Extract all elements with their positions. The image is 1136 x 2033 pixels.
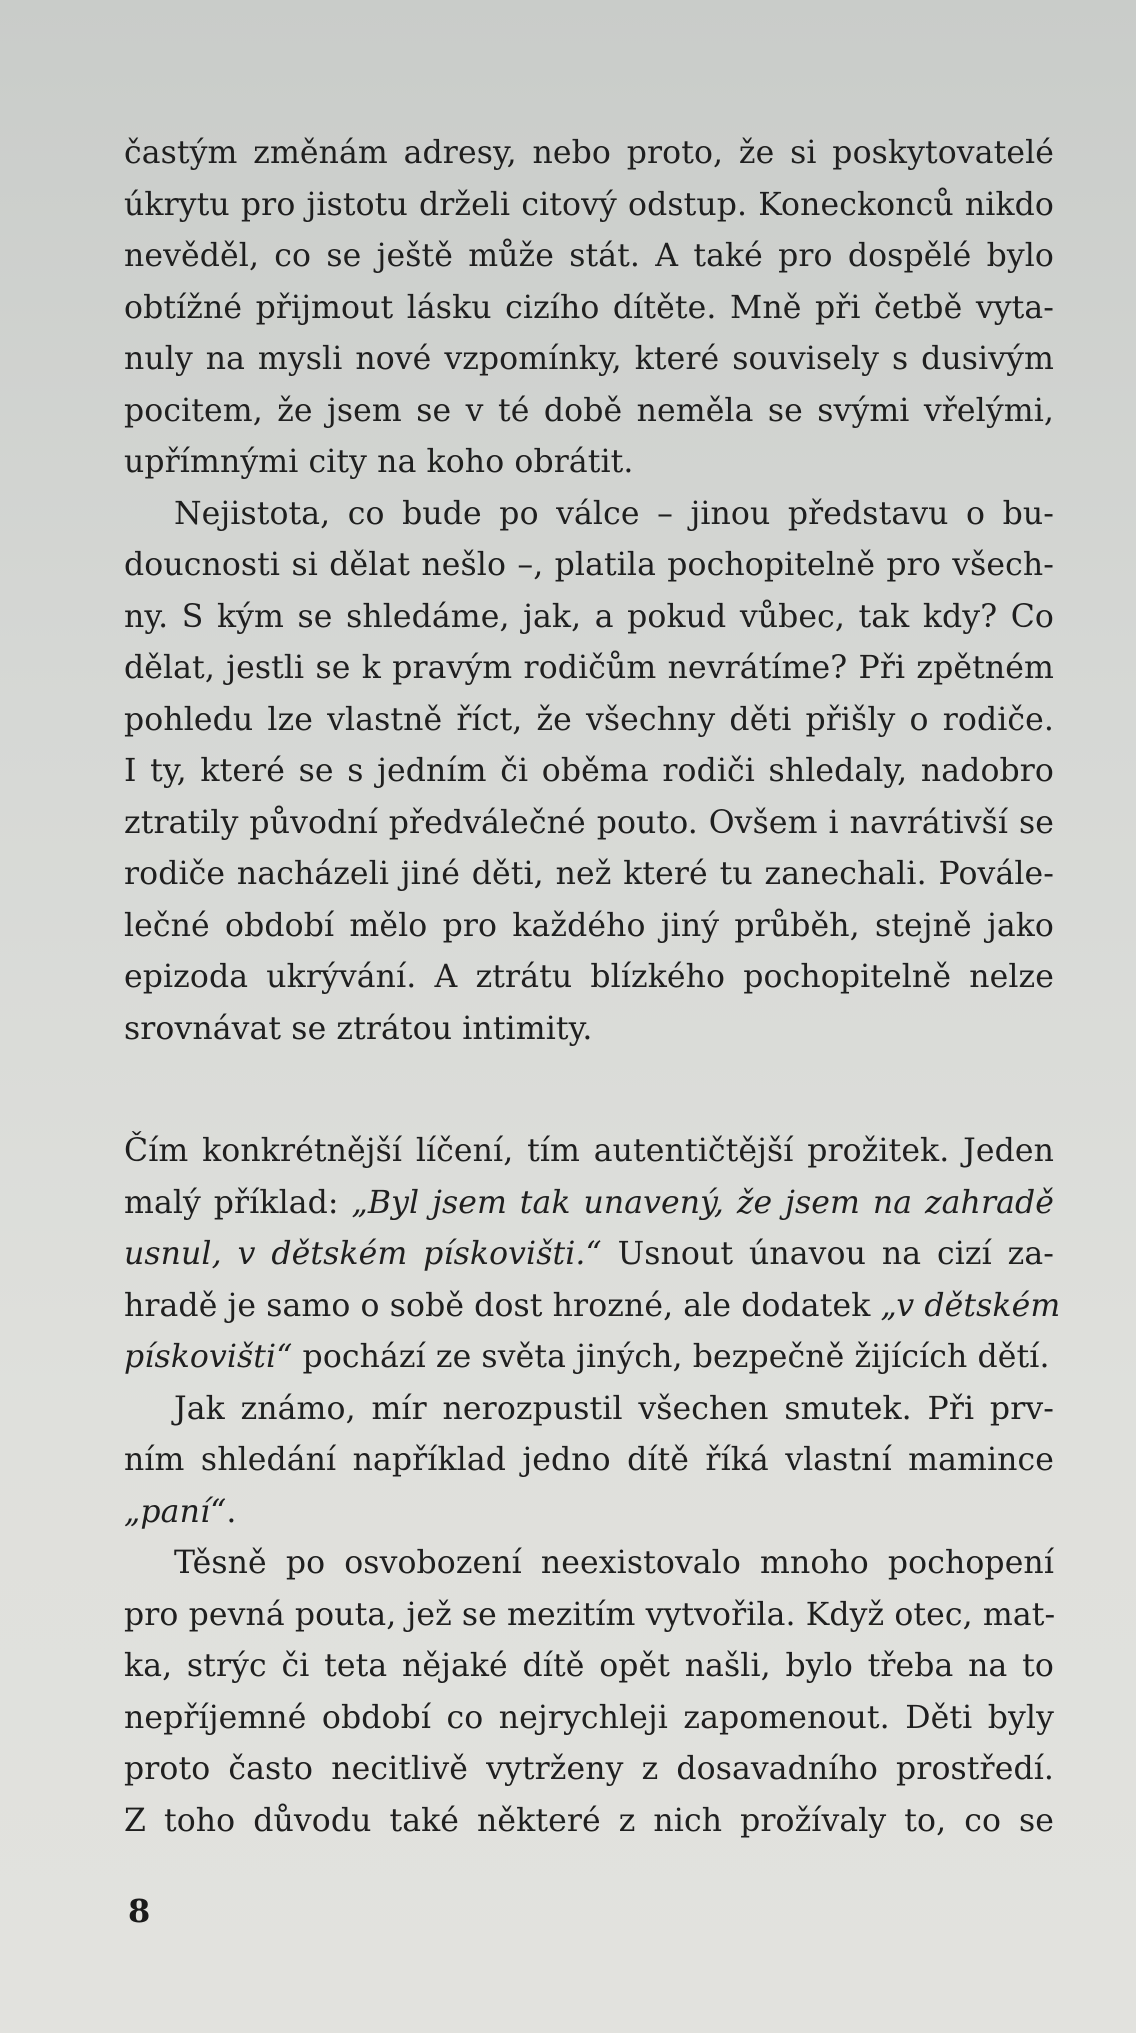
text-line (124, 1229, 1054, 1281)
text-line: proto často necitlivě vytrženy z dosavadního prostředí. (124, 1751, 1054, 1787)
quote-italic: usnul, v dětském pískovišti.“ (124, 1236, 602, 1272)
text-line (124, 1487, 1054, 1539)
text-line: ztratily původní předválečné pouto. Ovšem i navrátivší se (124, 804, 1054, 841)
text-line: obtížné přijmout lásku cizího dítěte. Mně při četbě vyta- (124, 289, 1054, 326)
paragraph (124, 1538, 1054, 1847)
section-break (124, 1055, 1054, 1126)
text-line (124, 1178, 1054, 1230)
text-line: dělat, jestli se k pravým rodičům nevrátíme? Při zpětném (124, 650, 1054, 686)
text-line (124, 1332, 1054, 1384)
text-line: Jak známo, mír nerozpustil všechen smutek. Při prv- (174, 1390, 1054, 1427)
text-line: ny. S kým se shledáme, jak, a pokud vůbec, tak kdy? Co (124, 598, 1054, 635)
quote-italic: „paní“ (124, 1493, 227, 1530)
text-line: častým změnám adresy, nebo proto, že si poskytovatelé (124, 135, 1054, 171)
text-line: ka, strýc či teta nějaké dítě opět našli, bylo třeba na to (124, 1648, 1054, 1684)
text-line: doucnosti si dělat nešlo –, platila pochopitelně pro všech- (124, 547, 1054, 583)
text-line: pro pevná pouta, jež se mezitím vytvořila. Když otec, mat- (124, 1596, 1056, 1633)
quote-italic: pískovišti“ (124, 1339, 293, 1375)
text-line: pohledu lze vlastně říct, že všechny děti přišly o rodiče. (124, 701, 1054, 738)
text-line: Čím konkrétnější líčení, tím autentičtější prožitek. Jeden (124, 1133, 1054, 1169)
text-line: úkrytu pro jistotu drželi citový odstup. Koneckonců nikdo (124, 186, 1054, 223)
paragraph (124, 1126, 1061, 1384)
text-line: nevěděl, co se ještě může stát. A také pro dospělé bylo (124, 238, 1054, 274)
text-line (124, 1281, 1061, 1333)
text-line: lečné období mělo pro každého jiný průběh, stejně jako (124, 907, 1054, 944)
text-line: pocitem, že jsem se v té době neměla se svými vřelými, (124, 392, 1054, 429)
page-number: 8 (128, 1892, 151, 1930)
paragraph (124, 489, 1054, 1056)
quote-italic: „v dětském (880, 1287, 1061, 1324)
book-page-text (124, 128, 1061, 1847)
text-line: nepříjemné období co nejrychleji zapomenout. Děti byly (124, 1699, 1054, 1736)
text-line: Nejistota, co bude po válce – jinou představu o bu- (174, 495, 1054, 532)
text-run: malý příklad: (124, 1184, 352, 1221)
text-line: rodiče nacházeli jiné děti, než které tu zanechali. Povále- (124, 856, 1054, 892)
text-line: upřímnými city na koho obrátit. (124, 444, 634, 480)
text-run: . (226, 1493, 237, 1530)
text-run: Usnout únavou na cizí za- (601, 1236, 1054, 1272)
text-run: hradě je samo o sobě dost hrozné, ale dodatek (124, 1287, 881, 1324)
text-line: Z toho důvodu také některé z nich prožívaly to, co se (124, 1802, 1054, 1839)
text-line: epizoda ukrývání. A ztrátu blízkého pochopitelně nelze (124, 959, 1054, 995)
text-line: srovnávat se ztrátou intimity. (124, 1010, 593, 1047)
paragraph (124, 128, 1054, 489)
text-line: ním shledání například jedno dítě říká vlastní mamince (124, 1442, 1054, 1478)
text-line: Těsně po osvobození neexistovalo mnoho pochopení (174, 1545, 1054, 1581)
text-line: I ty, které se s jedním či oběma rodiči shledaly, nadobro (124, 753, 1054, 789)
quote-italic: „Byl jsem tak unavený, že jsem na zahradě (351, 1184, 1054, 1221)
text-run: pochází ze světa jiných, bezpečně žijících dětí. (292, 1339, 1050, 1375)
paragraph (124, 1384, 1054, 1539)
text-line: nuly na mysli nové vzpomínky, které souvisely s dusivým (124, 341, 1054, 377)
